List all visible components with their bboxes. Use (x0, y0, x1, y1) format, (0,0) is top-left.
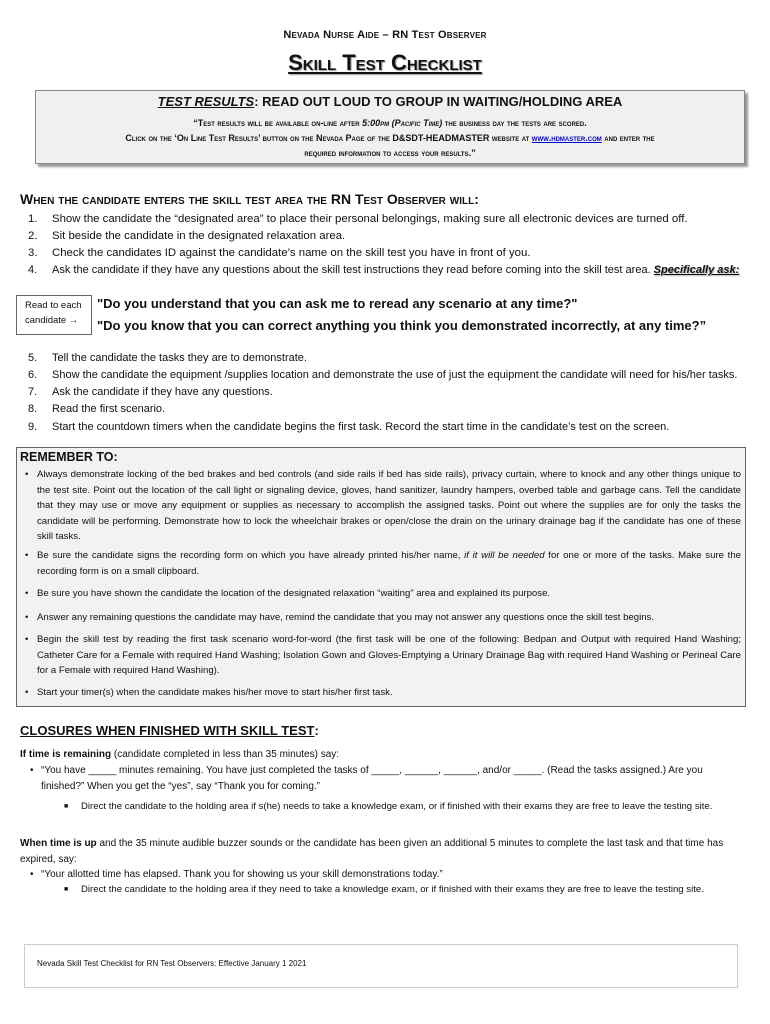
time-up-script: “Your allotted time has elapsed. Thank you for showing us your skill demonstrations today.” (41, 869, 443, 880)
time-remaining-label: If time is remaining (20, 749, 112, 760)
footer-text: Nevada Skill Test Checklist for RN Test Observers: Effective January 1 2021 (37, 959, 307, 968)
test-results-line-3: required information to access your results.” (304, 148, 476, 158)
remember-b2-italic: if it will be needed (464, 550, 545, 561)
time-remaining-text: (candidate completed in less than 35 minutes) say: (111, 749, 340, 760)
read-box-line-1: Read to each (25, 300, 82, 311)
closures-heading (20, 723, 319, 738)
bullet-icon: • (25, 469, 29, 480)
list-item (28, 352, 307, 364)
test-results-line-2-b: and enter the (601, 133, 655, 143)
test-results-line-1-a: “Test results will be available on-line after (193, 118, 363, 128)
time-remaining-paragraph (20, 747, 750, 763)
step-number: 1. (28, 213, 38, 225)
remember-b2-b: for one or more of the tasks. Make sure the recording form is on a small clipboard. (37, 550, 742, 577)
list-item (64, 799, 744, 815)
list-item (64, 882, 744, 898)
step-text: Tell the candidate the tasks they are to demonstrate. (52, 352, 307, 364)
test-results-time: 5:00pm (Pacific Time) (362, 118, 443, 128)
step-number: 7. (28, 386, 38, 398)
time-remaining-script: “You have _____ minutes remaining. You have just completed the tasks of _____, ______, ______, and/or _____. (Read the tasks assigned.) Are you finished?” When you get the “yes”, say “Thank you for coming.” (41, 765, 703, 792)
section-heading-b: RN Test Observer will: (330, 191, 479, 207)
bullet-icon: • (25, 687, 29, 698)
remember-box (16, 447, 746, 707)
step-text: Ask the candidate if they have any questions about the skill test instructions they read before coming into the skill test area. (52, 264, 654, 276)
list-item (25, 632, 741, 679)
time-up-direction: Direct the candidate to the holding area if they need to take a knowledge exam, or if finished with their exams they are free to leave the testing site. (81, 884, 704, 895)
section-heading (20, 191, 479, 207)
bullet-icon: • (25, 550, 29, 561)
time-up-label: When time is up (20, 838, 97, 849)
step-number: 9. (28, 421, 38, 433)
list-item (25, 610, 741, 626)
section-heading-a: When the candidate enters the skill test area the (20, 191, 331, 207)
remember-item-text (37, 548, 741, 579)
square-bullet-icon: ■ (64, 803, 69, 810)
bullet-icon: • (25, 588, 29, 599)
list-item (25, 548, 741, 579)
bullet-icon: • (30, 765, 34, 776)
headmaster-website-link[interactable]: www.hdmaster.com (531, 133, 602, 143)
question-correct: "Do you know that you can correct anything you think you demonstrated incorrectly, at any time?” (97, 318, 707, 333)
time-up-text: and the 35 minute audible buzzer sounds or the candidate has been given an additional 5 minutes to complete the last task and that time has expired, say: (20, 838, 724, 865)
time-remaining-direction: Direct the candidate to the holding area if s(he) needs to take a knowledge exam, or if finished with their exams they are free to leave the testing site. (81, 801, 713, 812)
test-results-line-1 (36, 118, 744, 128)
bullet-icon: • (25, 634, 29, 645)
step-number: 8. (28, 403, 38, 415)
list-item (30, 867, 742, 883)
list-item (28, 264, 739, 276)
step-text: Start the countdown timers when the candidate begins the first task. Record the start time in the candidate’s test on the screen. (52, 421, 670, 433)
square-bullet-icon: ■ (64, 886, 69, 893)
page-title: Skill Test Checklist (288, 50, 482, 75)
step-number: 3. (28, 247, 38, 259)
list-item (30, 763, 742, 794)
list-item (25, 685, 741, 701)
list-item (25, 586, 741, 602)
list-item (28, 386, 273, 398)
remember-item-text: Start your timer(s) when the candidate makes his/her move to start his/her first task. (37, 687, 393, 698)
step-text: Ask the candidate if they have any questions. (52, 386, 273, 398)
specifically-ask-label: Specifically ask: (653, 264, 740, 276)
list-item (28, 403, 165, 415)
test-results-box (35, 90, 745, 164)
footer (24, 944, 738, 988)
step-text: Check the candidates ID against the candidate’s name on the skill test you have in front of you. (52, 247, 531, 259)
bullet-icon: • (25, 612, 29, 623)
list-item (28, 213, 688, 225)
test-results-heading (36, 94, 744, 109)
time-up-paragraph (20, 836, 744, 867)
test-results-heading-rest: : READ OUT LOUD TO GROUP IN WAITING/HOLDING AREA (254, 94, 623, 109)
step-number: 4. (28, 264, 38, 276)
test-results-line-2 (36, 133, 744, 143)
step-text: Sit beside the candidate in the designated relaxation area. (52, 230, 346, 242)
bullet-icon: • (30, 869, 34, 880)
remember-heading: REMEMBER TO: (20, 450, 118, 464)
list-item (28, 369, 738, 381)
list-item (25, 467, 741, 545)
step-text: Show the candidate the equipment /supplies location and demonstrate the use of just the equipment the candidate will need for his/her tasks. (52, 369, 738, 381)
document-top-title: Nevada Nurse Aide – RN Test Observer (283, 29, 487, 41)
step-number: 2. (28, 230, 38, 242)
question-reread: "Do you understand that you can ask me to reread any scenario at any time?" (97, 296, 578, 311)
remember-item-text: Answer any remaining questions the candidate may have, remind the candidate that you may not answer any questions once the skill test begins. (37, 612, 655, 623)
step-text: Show the candidate the “designated area” to place their personal belongings, making sure all electronic devices are turned off. (52, 213, 688, 225)
list-item (28, 421, 669, 433)
step-number: 6. (28, 369, 38, 381)
closures-heading-text: CLOSURES WHEN FINISHED WITH SKILL TEST (20, 723, 315, 738)
step-text: Read the first scenario. (52, 403, 166, 415)
list-item (28, 247, 531, 259)
closures-heading-colon: : (314, 723, 319, 738)
read-to-candidate-box (16, 295, 92, 335)
step-number: 5. (28, 352, 38, 364)
read-box-line-2: candidate → (25, 315, 79, 326)
test-results-line-1-b: the business day the tests are scored. (442, 118, 587, 128)
test-results-line-2-a: Click on the ‘On Line Test Results’ button on the Nevada Page of the D&SDT-HEADMASTER website at (125, 133, 532, 143)
remember-b2-a: Be sure the candidate signs the recording form on which you have already printed his/her name, (37, 550, 465, 561)
test-results-label: TEST RESULTS (157, 94, 255, 109)
remember-item-text: Be sure you have shown the candidate the location of the designated relaxation “waiting” area and explained its purpose. (37, 588, 551, 599)
list-item (28, 230, 345, 242)
remember-item-text: Begin the skill test by reading the first task scenario word-for-word (the first task will be one of the following: Bedpan and Output with required Hand Washing; Catheter Care for a Female with required Hand Washing; Isolation Gown and Gloves-Emptying a Urinary Drainage Bag with required Hand Washing or Perineal Care for a Female with required Hand Washing). (37, 634, 741, 677)
remember-item-text: Always demonstrate locking of the bed brakes and bed controls (and side rails if bed has side rails), privacy curtain, where to knock and any other things unique to the test site. Point out the location of the call light or signaling device, gloves, hand sanitizer, laundry hampers, overbed table and garbage cans. Tell the candidate that they may use or move any equipment or supplies as necessary to accomplish the assigned tasks. Point out where the supplies are for only the tasks the candidate will be performing. Demonstrate how to lock the wheelchair brakes or open/close the drain on the urinary drainage bag if the candidate has one of these skill tasks. (37, 469, 741, 543)
